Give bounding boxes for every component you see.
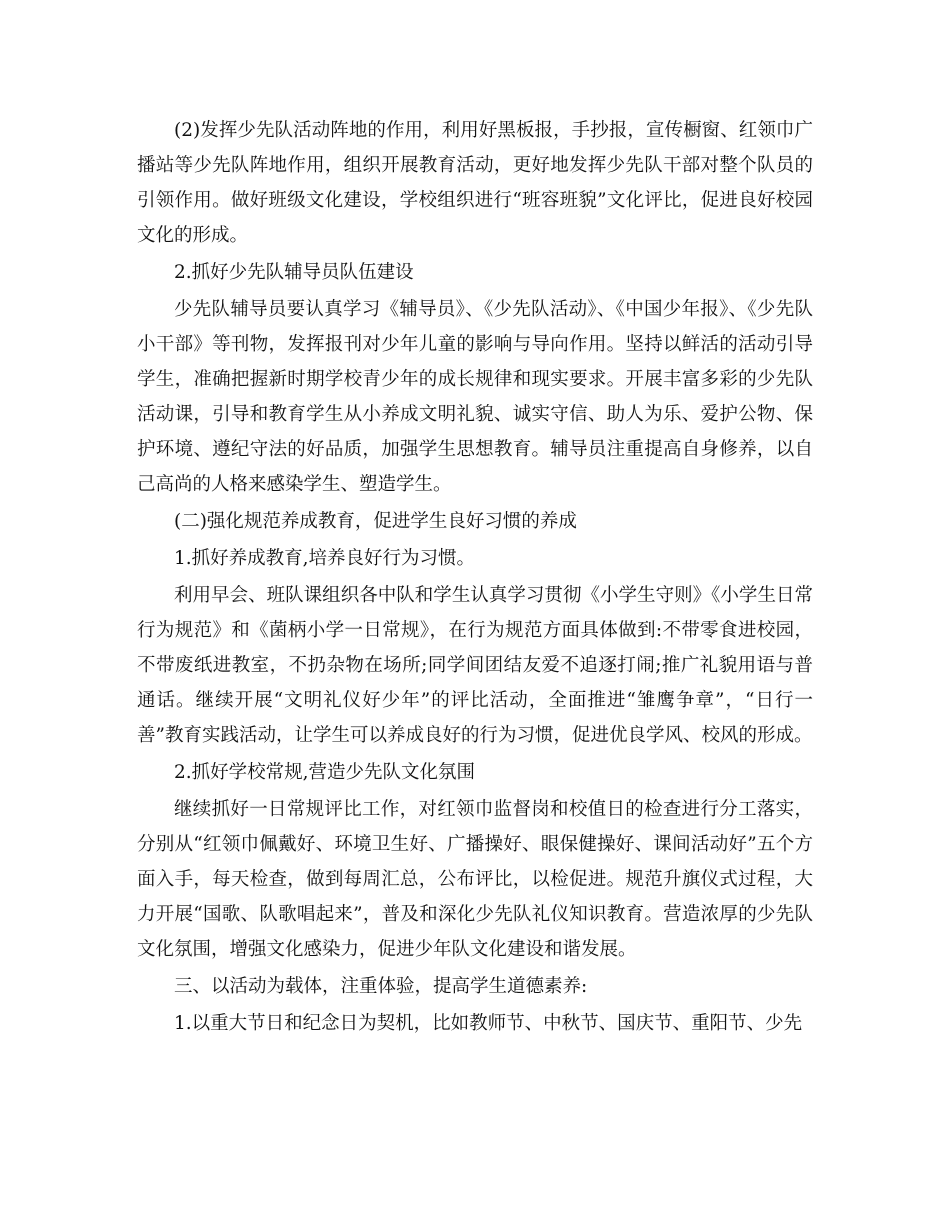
- heading-habit-education: (二)强化规范养成教育，促进学生良好习惯的养成: [174, 511, 577, 532]
- heading-counselor-team: 2.抓好少先队辅导员队伍建设: [174, 262, 414, 283]
- paragraph-counselor-study: 少先队辅导员要认真学习《辅导员》、《少先队活动》、《中国少年报》、《少先队小干部》等刊物，发挥报刊对少年儿童的影响与导向作用。坚持以鲜活的活动引导学生，准确把握新时期学校青少年的成长规律和现实要求。开展丰富多彩的少先队活动课，引导和教育学生从小养成文明礼貌、诚实守信、助人为乐、爱护公物、保护环境、遵纪守法的好品质，加强学生思想教育。辅导员注重提高自身修养，以自己高尚的人格来感染学生、塑造学生。: [137, 299, 813, 495]
- heading-good-behavior: 1.抓好养成教育,培养良好行为习惯。: [174, 548, 476, 569]
- paragraph-behavior-rules: 利用早会、班队课组织各中队和学生认真学习贯彻《小学生守则》《小学生日常行为规范》和《菌柄小学一日常规》，在行为规范方面具体做到:不带零食进校园，不带废纸进教室，不扔杂物在场所;同学间团结友爱不追逐打闹;推广礼貌用语与普通话。继续开展“文明礼仪好少年”的评比活动，全面推进“雏鹰争章”，“日行一善”教育实践活动，让学生可以养成良好的行为习惯，促进优良学风、校风的形成。: [137, 585, 813, 746]
- paragraph-festivals-start: 1.以重大节日和纪念日为契机，比如教师节、中秋节、国庆节、重阳节、少先: [174, 1013, 803, 1034]
- paragraph-pioneer-positions: (2)发挥少先队活动阵地的作用，利用好黑板报，手抄报，宣传橱窗、红领巾广播站等少先队阵地作用，组织开展教育活动，更好地发挥少先队干部对整个队员的引领作用。做好班级文化建设，学校组织进行“班容班貌”文化评比，促进良好校园文化的形成。: [137, 120, 813, 246]
- paragraph-routine-evaluation: 继续抓好一日常规评比工作，对红领巾监督岗和校值日的检查进行分工落实，分别从“红领巾佩戴好、环境卫生好、广播操好、眼保健操好、课间活动好”五个方面入手，每天检查，做到每周汇总，公布评比，以检促进。规范升旗仪式过程，大力开展“国歌、队歌唱起来”，普及和深化少先队礼仪知识教育。营造浓厚的少先队文化氛围，增强文化感染力，促进少年队文化建设和谐发展。: [137, 799, 813, 960]
- heading-activity-carrier: 三、以活动为载体，注重体验，提高学生道德素养:: [174, 976, 588, 997]
- heading-school-routine: 2.抓好学校常规,营造少先队文化氛围: [174, 762, 476, 783]
- document-body: [137, 113, 813, 1043]
